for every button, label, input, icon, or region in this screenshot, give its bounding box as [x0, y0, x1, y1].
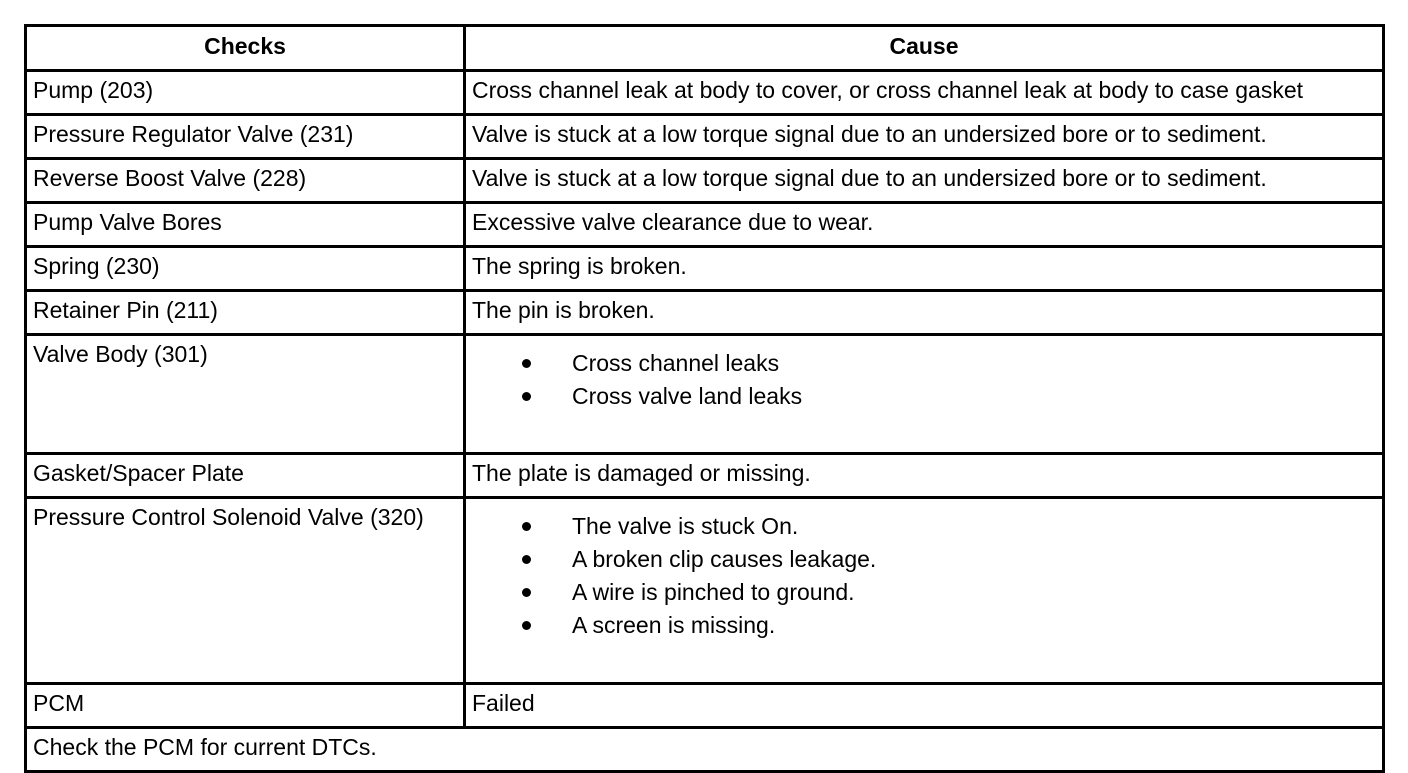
table-row: [26, 203, 1384, 247]
check-cell: Pump (203): [26, 71, 465, 115]
table-row: [26, 247, 1384, 291]
header-row: [26, 26, 1384, 71]
cause-cell: The pin is broken.: [465, 291, 1384, 335]
bullet-icon: [522, 359, 531, 368]
list-item: [472, 347, 1376, 380]
header-checks: Checks: [26, 26, 465, 71]
list-item: [472, 609, 1376, 642]
bullet-text: A screen is missing.: [572, 612, 776, 638]
cause-cell: Valve is stuck at a low torque signal due to an undersized bore or to sediment.: [465, 115, 1384, 159]
cause-cell: Valve is stuck at a low torque signal due to an undersized bore or to sediment.: [465, 159, 1384, 203]
footer-row: [26, 728, 1384, 772]
footer-note: Check the PCM for current DTCs.: [26, 728, 1384, 772]
table-row: [26, 335, 1384, 454]
cause-cell: [465, 498, 1384, 684]
table-row: [26, 454, 1384, 498]
bullet-text: Cross channel leaks: [572, 350, 780, 376]
table-row: [26, 291, 1384, 335]
check-cell: Pressure Control Solenoid Valve (320): [26, 498, 465, 684]
bullet-icon: [522, 588, 531, 597]
bullet-text: A wire is pinched to ground.: [572, 579, 855, 605]
table-row: [26, 684, 1384, 728]
header-cause: Cause: [465, 26, 1384, 71]
list-item: [472, 510, 1376, 543]
cause-cell: Cross channel leak at body to cover, or cross channel leak at body to case gasket: [465, 71, 1384, 115]
cause-cell: The plate is damaged or missing.: [465, 454, 1384, 498]
bullet-icon: [522, 392, 531, 401]
bullet-icon: [522, 522, 531, 531]
bullet-icon: [522, 621, 531, 630]
cause-cell: Excessive valve clearance due to wear.: [465, 203, 1384, 247]
list-item: [472, 380, 1376, 413]
check-cell: Retainer Pin (211): [26, 291, 465, 335]
bullet-text: Cross valve land leaks: [572, 383, 803, 409]
check-cell: Reverse Boost Valve (228): [26, 159, 465, 203]
bullet-icon: [522, 555, 531, 564]
check-cell: Spring (230): [26, 247, 465, 291]
table-row: [26, 498, 1384, 684]
check-cell: Valve Body (301): [26, 335, 465, 454]
table-row: [26, 159, 1384, 203]
list-item: [472, 543, 1376, 576]
cause-cell: Failed: [465, 684, 1384, 728]
diagnostic-table: [24, 24, 1385, 773]
check-cell: PCM: [26, 684, 465, 728]
cause-bullet-list: [472, 510, 1376, 642]
check-cell: Gasket/Spacer Plate: [26, 454, 465, 498]
bullet-text: A broken clip causes leakage.: [572, 546, 877, 572]
cause-cell: The spring is broken.: [465, 247, 1384, 291]
cause-cell: [465, 335, 1384, 454]
cause-bullet-list: [472, 347, 1376, 413]
bullet-text: The valve is stuck On.: [572, 513, 799, 539]
table-row: [26, 71, 1384, 115]
list-item: [472, 576, 1376, 609]
table-row: [26, 115, 1384, 159]
check-cell: Pump Valve Bores: [26, 203, 465, 247]
check-cell: Pressure Regulator Valve (231): [26, 115, 465, 159]
